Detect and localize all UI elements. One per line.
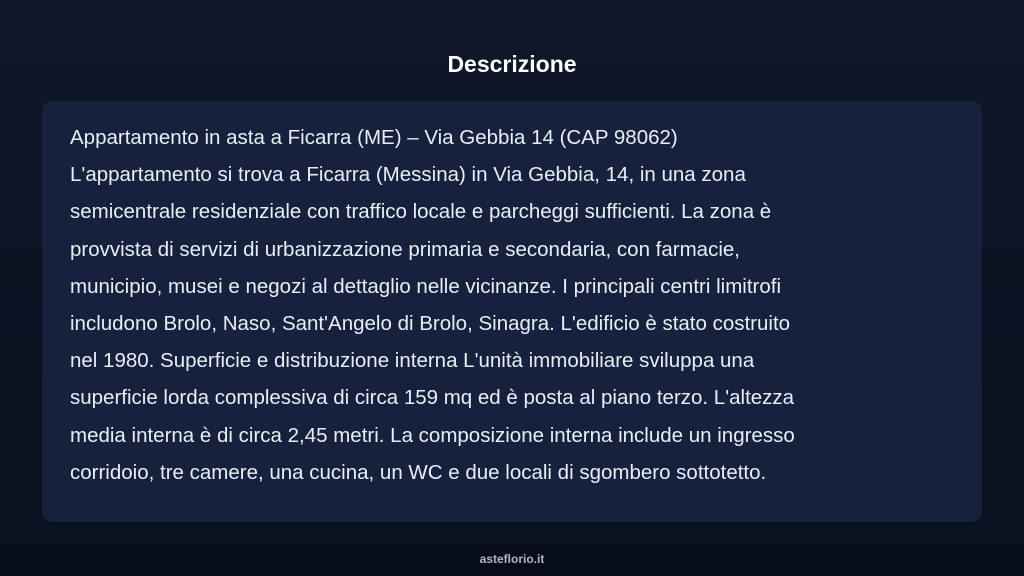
footer-site-label: asteflorio.it [479,552,545,566]
description-card [42,101,982,522]
page-title: Descrizione [447,51,577,77]
description-text: Appartamento in asta a Ficarra (ME) – Via Gebbia 14 (CAP 98062) L'appartamento si trova a Ficarra (Messina) in Via Gebbia, 14, in una zona semicentrale residenziale con traffico locale e parcheggi sufficienti. La zona è provvista di servizi di urbanizzazione primaria e secondaria, con farmacie, municipio, musei e negozi al dettaglio nelle vicinanze. I principali centri limitrofi includono Brolo, Naso, Sant'Angelo di Brolo, Sinagra. L'edificio è stato costruito nel 1980. Superficie e distribuzione interna L'unità immobiliare sviluppa una superficie lorda complessiva di circa 159 mq ed è posta al piano terzo. L'altezza media interna è di circa 2,45 metri. La composizione interna include un ingresso corridoio, tre camere, una cucina, un WC e due locali di sgombero sottotetto. [70,126,795,484]
